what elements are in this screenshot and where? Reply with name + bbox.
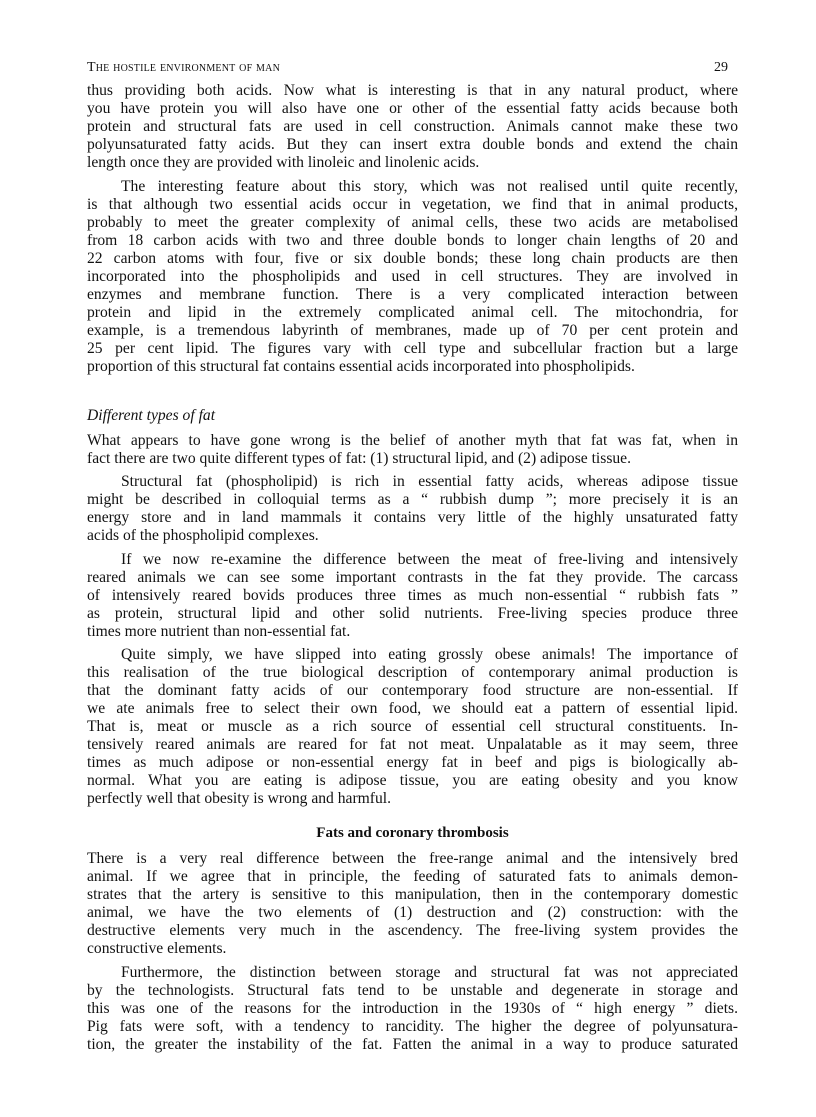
text-line: 25 per cent lipid. The figures vary with cell type and subcellular fraction but a large	[87, 339, 738, 357]
text-line: times as much adipose or non-essential energy fat in beef and pigs is biologically ab-	[87, 754, 738, 771]
text-line: The interesting feature about this story, which was not realised until quite recently,	[121, 177, 738, 195]
text-line: Quite simply, we have slipped into eating grossly obese animals! The importance of	[121, 646, 738, 663]
text-line: animal, we have the two elements of (1) destruction and (2) construction: with the	[87, 904, 738, 921]
text-line: this was one of the reasons for the introduction in the 1930s of “ high energy ” diets.	[87, 999, 738, 1017]
text-line: might be described in colloquial terms as a “ rubbish dump ”; more precisely it is an	[87, 491, 738, 508]
text-line: of intensively reared bovids produces three times as much non-essential “ rubbish fats ”	[87, 586, 738, 604]
subsection-heading: Different types of fat	[87, 406, 216, 424]
text-line: example, is a tremendous labyrinth of membranes, made up of 70 per cent protein and	[87, 321, 738, 339]
text-line: Furthermore, the distinction between storage and structural fat was not appreciated	[121, 963, 738, 981]
text-line: times more nutrient than non-essential fat.	[87, 622, 351, 640]
text-line: There is a very real difference between the free-range animal and the intensively bred	[87, 850, 738, 867]
text-line: proportion of this structural fat contains essential acids incorporated into phospholipids.	[87, 357, 635, 375]
paragraph	[87, 473, 738, 545]
running-header	[87, 60, 738, 78]
paragraph	[87, 551, 738, 641]
text-line: as protein, structural lipid and other solid nutrients. Free-living species produce three	[87, 604, 738, 622]
text-line: fact there are two quite different types of fat: (1) structural lipid, and (2) adipose tissue.	[87, 449, 632, 467]
text-line: by the technologists. Structural fats tend to be unstable and degenerate in storage and	[87, 981, 738, 999]
text-line: destructive elements very much in the ascendency. The free-living system provides the	[87, 922, 738, 939]
paragraph	[87, 82, 738, 172]
text-line: normal. What you are eating is adipose tissue, you are eating obesity and you know	[87, 772, 738, 789]
text-line: animal. If we agree that in principle, the feeding of saturated fats to animals demon-	[87, 868, 738, 885]
text-line: If we now re-examine the difference between the meat of free-living and intensively	[121, 550, 738, 568]
text-line: tensively reared animals are reared for fat not meat. Unpalatable as it may seem, three	[87, 736, 738, 753]
text-line: That is, meat or muscle as a rich source of essential cell structural constituents. In-	[87, 718, 738, 735]
text-line: polyunsaturated fatty acids. But they can insert extra double bonds and extend the chain	[87, 136, 738, 153]
paragraph	[87, 850, 738, 958]
text-line: is that although two essential acids occur in vegetation, we find that in animal products,	[87, 195, 738, 213]
text-line: What appears to have gone wrong is the belief of another myth that fat was fat, when in	[87, 431, 738, 449]
text-line: reared animals we can see some important contrasts in the fat they provide. The carcass	[87, 568, 738, 586]
paragraph	[87, 432, 738, 468]
text-line: probably to meet the greater complexity of animal cells, these two acids are metabolised	[87, 213, 738, 231]
text-line: incorporated into the phospholipids and used in cell structures. They are involved in	[87, 267, 738, 285]
text-line: we ate animals free to select their own food, we should eat a pattern of essential lipid.	[87, 700, 738, 717]
text-line: length once they are provided with linoleic and linolenic acids.	[87, 154, 480, 171]
text-line: 22 carbon atoms with four, five or six double bonds; these long chain products are then	[87, 249, 738, 267]
text-line: from 18 carbon acids with two and three double bonds to longer chain lengths of 20 and	[87, 231, 738, 249]
text-line: that the dominant fatty acids of our contemporary food structure are non-essential. If	[87, 682, 738, 699]
text-line: acids of the phospholipid complexes.	[87, 527, 319, 544]
text-line: you have protein you will also have one or other of the essential fatty acids because both	[87, 100, 738, 117]
text-line: tion, the greater the instability of the fat. Fatten the animal in a way to produce saturated	[87, 1035, 738, 1053]
text-line: enzymes and membrane function. There is a very complicated interaction between	[87, 285, 738, 303]
text-line: energy store and in land mammals it contains very little of the highly unsaturated fatty	[87, 509, 738, 526]
text-line: Structural fat (phospholipid) is rich in essential fatty acids, whereas adipose tissue	[121, 473, 738, 490]
text-line: protein and structural fats are used in cell construction. Animals cannot make these two	[87, 118, 738, 135]
text-line: thus providing both acids. Now what is interesting is that in any natural product, where	[87, 82, 738, 99]
text-line: protein and lipid in the extremely complicated animal cell. The mitochondria, for	[87, 303, 738, 321]
section-heading: Fats and coronary thrombosis	[316, 825, 509, 841]
text-line: perfectly well that obesity is wrong and harmful.	[87, 790, 391, 807]
text-line: strates that the artery is sensitive to this manipulation, then in the contemporary domestic	[87, 886, 738, 903]
page-number: 29	[714, 60, 728, 75]
paragraph	[87, 178, 738, 376]
text-line: this realisation of the true biological description of contemporary animal production is	[87, 664, 738, 681]
text-line: constructive elements.	[87, 940, 227, 957]
paragraph	[87, 646, 738, 808]
running-title: The hostile environment of man	[87, 60, 280, 75]
body-text	[87, 82, 738, 1059]
paragraph	[87, 964, 738, 1054]
text-line: Pig fats were soft, with a tendency to rancidity. The higher the degree of polyunsatura-	[87, 1017, 738, 1035]
